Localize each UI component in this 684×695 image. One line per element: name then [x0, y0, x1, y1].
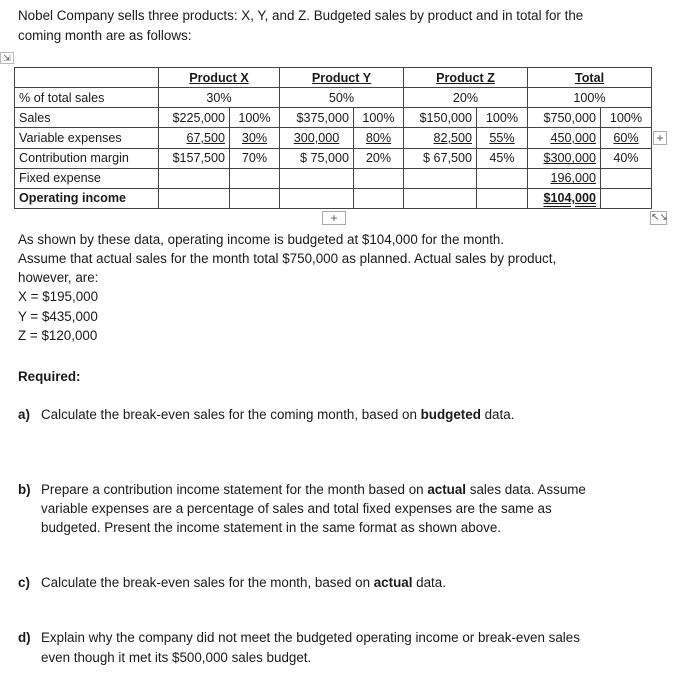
req-b-line-3: budgeted. Present the income statement in the same format as shown above. — [41, 520, 502, 535]
row-label: Sales — [15, 108, 159, 128]
body-line-2: Assume that actual sales for the month total $750,000 as planned. Actual sales by product, — [18, 251, 557, 266]
header-product-y: Product Y — [280, 68, 404, 88]
actual-sales-x: X = $195,000 — [18, 289, 99, 304]
req-d-line-1: Explain why the company did not meet the budgeted operating income or break-even sales — [41, 630, 580, 645]
row-label: Fixed expense — [15, 168, 159, 188]
row-label: Variable expenses — [15, 128, 159, 148]
header-product-z: Product Z — [404, 68, 528, 88]
table-move-handle-icon[interactable]: ⇲ — [0, 52, 14, 64]
row-label: Contribution margin — [15, 148, 159, 168]
intro-line-1: Nobel Company sells three products: X, Y, and Z. Budgeted sales by product and in total for the — [18, 8, 584, 23]
req-b-letter: b) — [18, 482, 31, 497]
add-column-icon[interactable]: + — [653, 131, 667, 145]
table-row: Fixed expense 196,000 — [15, 168, 652, 188]
table-row: % of total sales 30% 50% 20% 100% — [15, 88, 652, 108]
add-row-icon[interactable]: + — [322, 211, 346, 225]
header-total: Total — [528, 68, 652, 88]
req-c-text: Calculate the break-even sales for the month, based on actual data. — [41, 575, 446, 590]
table-row: Operating income $104,000 — [15, 188, 652, 208]
body-line-1: As shown by these data, operating income is budgeted at $104,000 for the month. — [18, 232, 505, 247]
req-b-text: Prepare a contribution income statement for the month based on actual sales data. Assume — [41, 482, 586, 497]
req-a-text: Calculate the break-even sales for the coming month, based on budgeted data. — [41, 407, 515, 422]
header-product-x: Product X — [159, 68, 280, 88]
req-c-letter: c) — [18, 575, 30, 590]
intro-line-2: coming month are as follows: — [18, 28, 192, 43]
body-line-3: however, are: — [18, 270, 99, 285]
req-d-letter: d) — [18, 630, 31, 645]
req-a-letter: a) — [18, 407, 30, 422]
req-d-line-2: even though it met its $500,000 sales budget. — [41, 650, 312, 665]
table-row: Contribution margin $157,500 70% $ 75,000 20% $ 67,500 45% $300,000 40% — [15, 148, 652, 168]
table-header-row — [15, 68, 652, 88]
table-row: Sales $225,000 100% $375,000 100% $150,000 100% $750,000 100% — [15, 108, 652, 128]
row-label: % of total sales — [15, 88, 159, 108]
table-resize-icon[interactable]: ↖↘ — [651, 212, 668, 223]
actual-sales-z: Z = $120,000 — [18, 328, 98, 343]
row-label: Operating income — [15, 188, 159, 208]
actual-sales-y: Y = $435,000 — [18, 309, 98, 324]
table-row: Variable expenses 67,500 30% 300,000 80% 82,500 55% 450,000 60% — [15, 128, 652, 148]
budget-table — [14, 67, 652, 209]
required-heading: Required: — [18, 369, 81, 384]
req-b-line-2: variable expenses are a percentage of sales and total fixed expenses are the same as — [41, 501, 552, 516]
